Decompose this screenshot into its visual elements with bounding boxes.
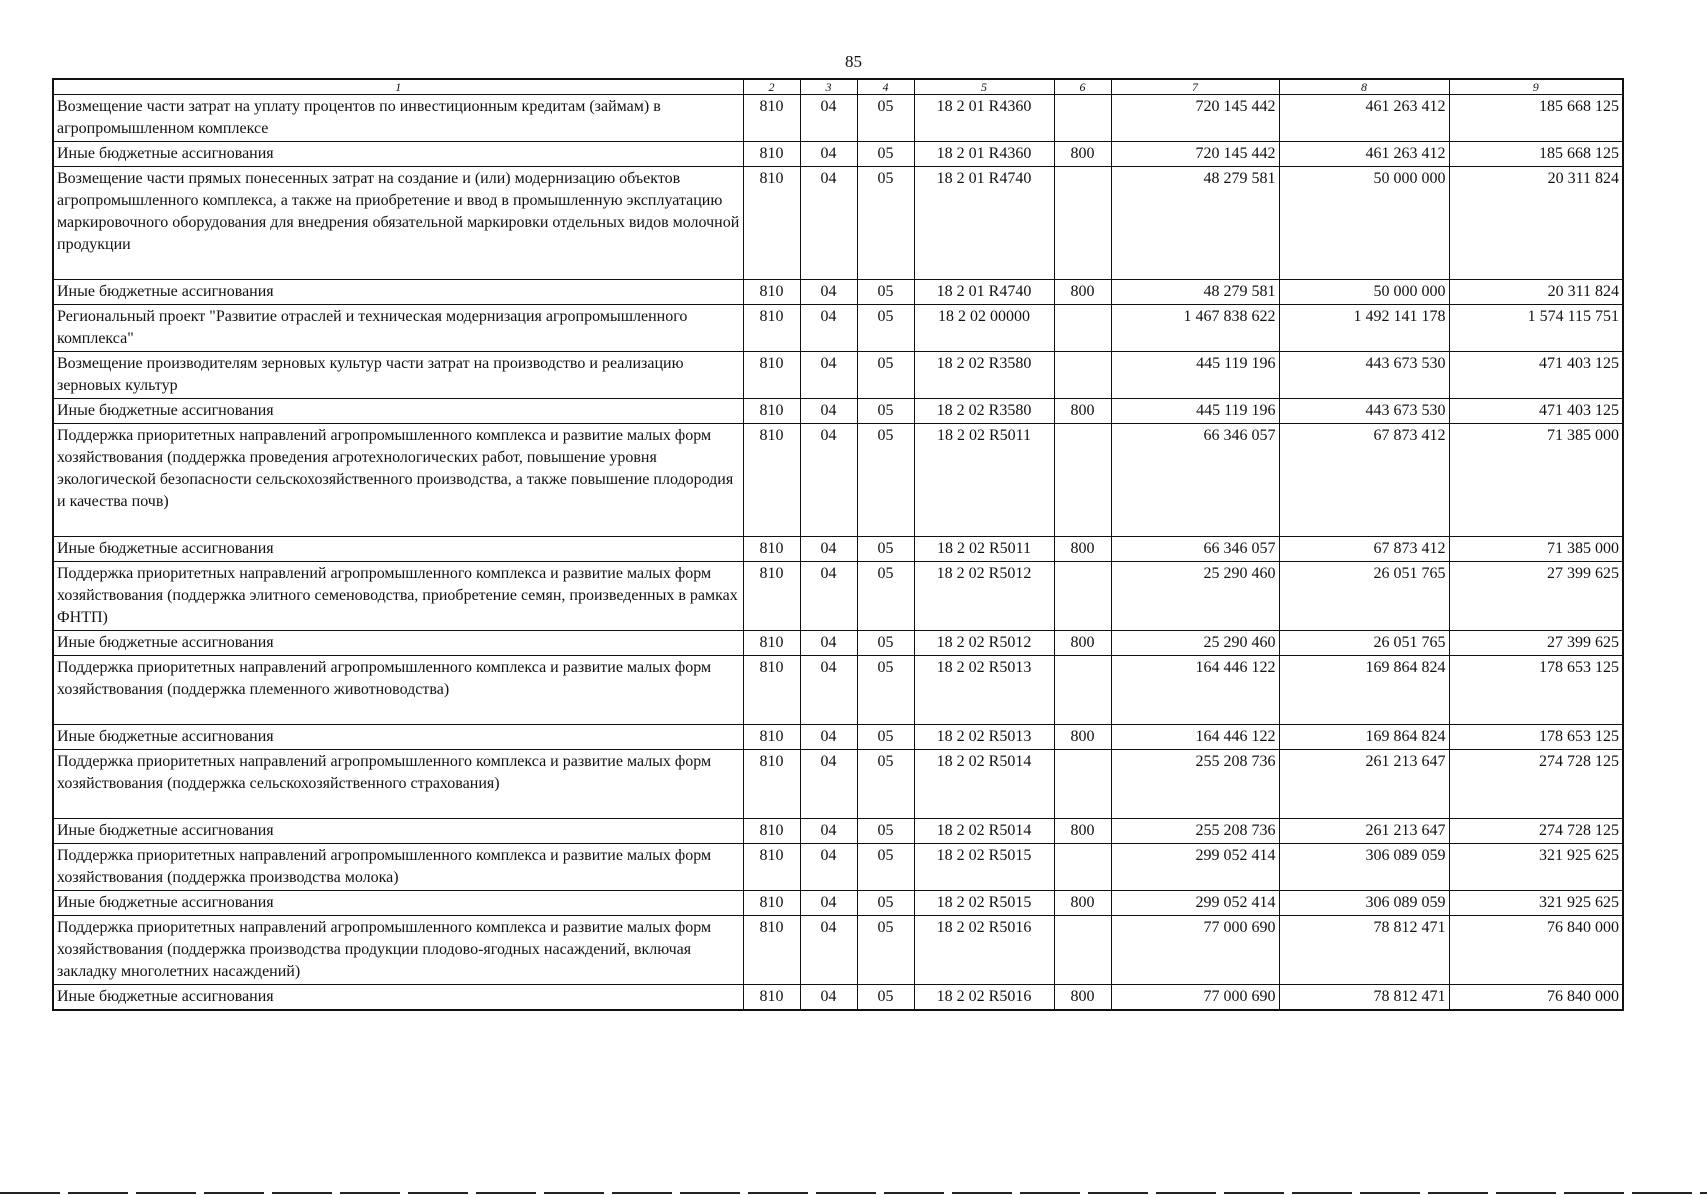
table-row bbox=[53, 167, 1623, 280]
table-row bbox=[53, 280, 1623, 305]
cell-code-4: 05 bbox=[857, 305, 914, 352]
page-number: 85 bbox=[845, 52, 862, 71]
cell-amount-8: 26 051 765 bbox=[1279, 631, 1449, 656]
cell-code-2: 810 bbox=[743, 142, 800, 167]
cell-amount-8: 306 089 059 bbox=[1279, 844, 1449, 891]
cell-code-6 bbox=[1054, 844, 1111, 891]
cell-code-3: 04 bbox=[800, 985, 857, 1011]
cell-code-6: 800 bbox=[1054, 399, 1111, 424]
cell-amount-7: 445 119 196 bbox=[1111, 399, 1279, 424]
cell-code-2: 810 bbox=[743, 819, 800, 844]
cell-code-3: 04 bbox=[800, 537, 857, 562]
table-row bbox=[53, 352, 1623, 399]
table-row bbox=[53, 916, 1623, 985]
cell-amount-9: 76 840 000 bbox=[1449, 985, 1623, 1011]
cell-code-3: 04 bbox=[800, 725, 857, 750]
cell-amount-9: 274 728 125 bbox=[1449, 750, 1623, 819]
cell-code-3: 04 bbox=[800, 167, 857, 280]
row-name: Возмещение производителям зерновых культур части затрат на производство и реализацию зерновых культур bbox=[53, 352, 743, 399]
cell-amount-7: 25 290 460 bbox=[1111, 631, 1279, 656]
table-row bbox=[53, 537, 1623, 562]
cell-amount-8: 461 263 412 bbox=[1279, 95, 1449, 142]
cell-code-2: 810 bbox=[743, 424, 800, 537]
cell-code-3: 04 bbox=[800, 399, 857, 424]
cell-code-5: 18 2 02 R5012 bbox=[914, 562, 1054, 631]
cell-code-5: 18 2 02 R3580 bbox=[914, 399, 1054, 424]
column-header: 5 bbox=[914, 79, 1054, 95]
row-name: Поддержка приоритетных направлений агропромышленного комплекса и развитие малых форм хозяйствования (поддержка элитного семеноводства, приобретение семян, произведенных в рамках ФНТП) bbox=[53, 562, 743, 631]
cell-code-5: 18 2 02 R5014 bbox=[914, 750, 1054, 819]
cell-amount-9: 321 925 625 bbox=[1449, 844, 1623, 891]
cell-code-3: 04 bbox=[800, 352, 857, 399]
cell-code-6 bbox=[1054, 916, 1111, 985]
cell-amount-8: 50 000 000 bbox=[1279, 280, 1449, 305]
column-header: 7 bbox=[1111, 79, 1279, 95]
cell-code-5: 18 2 02 R5015 bbox=[914, 891, 1054, 916]
cell-code-5: 18 2 02 R5012 bbox=[914, 631, 1054, 656]
cell-code-6: 800 bbox=[1054, 725, 1111, 750]
cell-amount-9: 20 311 824 bbox=[1449, 167, 1623, 280]
cell-code-2: 810 bbox=[743, 399, 800, 424]
cell-amount-7: 66 346 057 bbox=[1111, 537, 1279, 562]
cell-amount-9: 185 668 125 bbox=[1449, 142, 1623, 167]
cell-code-5: 18 2 02 R5013 bbox=[914, 656, 1054, 725]
cell-amount-9: 185 668 125 bbox=[1449, 95, 1623, 142]
column-header: 1 bbox=[53, 79, 743, 95]
cell-code-2: 810 bbox=[743, 352, 800, 399]
table-row bbox=[53, 562, 1623, 631]
cell-code-5: 18 2 01 R4740 bbox=[914, 280, 1054, 305]
cell-amount-7: 720 145 442 bbox=[1111, 95, 1279, 142]
row-name: Иные бюджетные ассигнования bbox=[53, 725, 743, 750]
cell-code-3: 04 bbox=[800, 631, 857, 656]
table-header bbox=[53, 79, 1623, 95]
cell-amount-8: 261 213 647 bbox=[1279, 819, 1449, 844]
scan-footer-line bbox=[0, 1192, 1707, 1194]
cell-amount-7: 66 346 057 bbox=[1111, 424, 1279, 537]
row-name: Возмещение части затрат на уплату процентов по инвестиционным кредитам (займам) в агропромышленном комплексе bbox=[53, 95, 743, 142]
cell-amount-7: 1 467 838 622 bbox=[1111, 305, 1279, 352]
cell-code-2: 810 bbox=[743, 656, 800, 725]
cell-code-6: 800 bbox=[1054, 819, 1111, 844]
cell-code-5: 18 2 01 R4360 bbox=[914, 95, 1054, 142]
table-row bbox=[53, 725, 1623, 750]
cell-amount-9: 274 728 125 bbox=[1449, 819, 1623, 844]
cell-code-4: 05 bbox=[857, 95, 914, 142]
row-name: Поддержка приоритетных направлений агропромышленного комплекса и развитие малых форм хозяйствования (поддержка производства продукции плодово-ягодных насаждений, включая закладку многолетних насаждений) bbox=[53, 916, 743, 985]
cell-amount-7: 255 208 736 bbox=[1111, 819, 1279, 844]
cell-code-6 bbox=[1054, 656, 1111, 725]
cell-code-2: 810 bbox=[743, 305, 800, 352]
cell-code-6 bbox=[1054, 352, 1111, 399]
cell-amount-7: 164 446 122 bbox=[1111, 656, 1279, 725]
cell-code-5: 18 2 02 R5013 bbox=[914, 725, 1054, 750]
cell-code-4: 05 bbox=[857, 537, 914, 562]
cell-amount-9: 27 399 625 bbox=[1449, 562, 1623, 631]
column-numbers-row bbox=[53, 79, 1623, 95]
cell-code-3: 04 bbox=[800, 95, 857, 142]
row-name: Иные бюджетные ассигнования bbox=[53, 280, 743, 305]
row-name: Поддержка приоритетных направлений агропромышленного комплекса и развитие малых форм хозяйствования (поддержка племенного животноводства) bbox=[53, 656, 743, 725]
cell-amount-8: 1 492 141 178 bbox=[1279, 305, 1449, 352]
row-name: Иные бюджетные ассигнования bbox=[53, 537, 743, 562]
row-name: Иные бюджетные ассигнования bbox=[53, 631, 743, 656]
cell-code-5: 18 2 02 R5011 bbox=[914, 424, 1054, 537]
cell-amount-9: 471 403 125 bbox=[1449, 399, 1623, 424]
cell-code-5: 18 2 02 R5016 bbox=[914, 985, 1054, 1011]
cell-code-6 bbox=[1054, 95, 1111, 142]
table-row bbox=[53, 844, 1623, 891]
cell-amount-8: 78 812 471 bbox=[1279, 985, 1449, 1011]
cell-amount-9: 71 385 000 bbox=[1449, 537, 1623, 562]
cell-code-2: 810 bbox=[743, 985, 800, 1011]
row-name: Иные бюджетные ассигнования bbox=[53, 985, 743, 1011]
cell-code-5: 18 2 02 R3580 bbox=[914, 352, 1054, 399]
cell-code-3: 04 bbox=[800, 750, 857, 819]
cell-amount-7: 77 000 690 bbox=[1111, 916, 1279, 985]
table-row bbox=[53, 95, 1623, 142]
cell-code-3: 04 bbox=[800, 280, 857, 305]
column-header: 8 bbox=[1279, 79, 1449, 95]
cell-code-5: 18 2 01 R4740 bbox=[914, 167, 1054, 280]
column-header: 2 bbox=[743, 79, 800, 95]
cell-code-6 bbox=[1054, 424, 1111, 537]
cell-amount-8: 461 263 412 bbox=[1279, 142, 1449, 167]
cell-code-3: 04 bbox=[800, 844, 857, 891]
cell-code-2: 810 bbox=[743, 95, 800, 142]
cell-code-6: 800 bbox=[1054, 142, 1111, 167]
cell-amount-8: 26 051 765 bbox=[1279, 562, 1449, 631]
cell-code-4: 05 bbox=[857, 819, 914, 844]
table-row bbox=[53, 399, 1623, 424]
table-row bbox=[53, 891, 1623, 916]
cell-code-3: 04 bbox=[800, 819, 857, 844]
cell-code-6: 800 bbox=[1054, 631, 1111, 656]
cell-code-4: 05 bbox=[857, 352, 914, 399]
table-row bbox=[53, 424, 1623, 537]
cell-code-6 bbox=[1054, 562, 1111, 631]
table-row bbox=[53, 819, 1623, 844]
cell-amount-7: 48 279 581 bbox=[1111, 167, 1279, 280]
cell-code-2: 810 bbox=[743, 167, 800, 280]
cell-code-4: 05 bbox=[857, 985, 914, 1011]
cell-code-4: 05 bbox=[857, 844, 914, 891]
cell-code-6 bbox=[1054, 305, 1111, 352]
cell-code-4: 05 bbox=[857, 167, 914, 280]
column-header: 4 bbox=[857, 79, 914, 95]
cell-amount-7: 255 208 736 bbox=[1111, 750, 1279, 819]
cell-amount-7: 299 052 414 bbox=[1111, 891, 1279, 916]
cell-amount-7: 445 119 196 bbox=[1111, 352, 1279, 399]
cell-amount-8: 50 000 000 bbox=[1279, 167, 1449, 280]
cell-amount-8: 306 089 059 bbox=[1279, 891, 1449, 916]
column-header: 9 bbox=[1449, 79, 1623, 95]
row-name: Иные бюджетные ассигнования bbox=[53, 142, 743, 167]
cell-amount-9: 1 574 115 751 bbox=[1449, 305, 1623, 352]
table-row bbox=[53, 750, 1623, 819]
table-row bbox=[53, 985, 1623, 1011]
cell-code-4: 05 bbox=[857, 424, 914, 537]
cell-amount-9: 76 840 000 bbox=[1449, 916, 1623, 985]
cell-amount-8: 169 864 824 bbox=[1279, 656, 1449, 725]
cell-code-4: 05 bbox=[857, 280, 914, 305]
cell-amount-7: 720 145 442 bbox=[1111, 142, 1279, 167]
cell-code-6 bbox=[1054, 750, 1111, 819]
cell-code-2: 810 bbox=[743, 725, 800, 750]
cell-code-4: 05 bbox=[857, 562, 914, 631]
cell-code-2: 810 bbox=[743, 537, 800, 562]
cell-code-4: 05 bbox=[857, 891, 914, 916]
cell-code-2: 810 bbox=[743, 562, 800, 631]
row-name: Возмещение части прямых понесенных затрат на создание и (или) модернизацию объектов агропромышленного комплекса, а также на приобретение и ввод в промышленную эксплуатацию маркировочного оборудования для внедрения обязательной маркировки отдельных видов молочной продукции bbox=[53, 167, 743, 280]
column-header: 3 bbox=[800, 79, 857, 95]
cell-code-6 bbox=[1054, 167, 1111, 280]
cell-code-2: 810 bbox=[743, 280, 800, 305]
cell-amount-7: 77 000 690 bbox=[1111, 985, 1279, 1011]
cell-amount-8: 67 873 412 bbox=[1279, 537, 1449, 562]
cell-code-5: 18 2 02 00000 bbox=[914, 305, 1054, 352]
cell-code-2: 810 bbox=[743, 631, 800, 656]
cell-code-3: 04 bbox=[800, 305, 857, 352]
row-name: Поддержка приоритетных направлений агропромышленного комплекса и развитие малых форм хозяйствования (поддержка проведения агротехнологических работ, повышение уровня экологической безопасности сельскохозяйственного производства, а также повышение плодородия и качества почв) bbox=[53, 424, 743, 537]
cell-amount-7: 164 446 122 bbox=[1111, 725, 1279, 750]
cell-code-6: 800 bbox=[1054, 537, 1111, 562]
cell-code-4: 05 bbox=[857, 725, 914, 750]
cell-code-2: 810 bbox=[743, 750, 800, 819]
cell-amount-9: 27 399 625 bbox=[1449, 631, 1623, 656]
cell-code-4: 05 bbox=[857, 631, 914, 656]
cell-amount-9: 178 653 125 bbox=[1449, 656, 1623, 725]
table-row bbox=[53, 142, 1623, 167]
row-name: Иные бюджетные ассигнования bbox=[53, 399, 743, 424]
cell-amount-8: 261 213 647 bbox=[1279, 750, 1449, 819]
cell-amount-9: 321 925 625 bbox=[1449, 891, 1623, 916]
cell-code-6: 800 bbox=[1054, 891, 1111, 916]
table-row bbox=[53, 656, 1623, 725]
cell-code-4: 05 bbox=[857, 656, 914, 725]
cell-amount-9: 20 311 824 bbox=[1449, 280, 1623, 305]
row-name: Поддержка приоритетных направлений агропромышленного комплекса и развитие малых форм хозяйствования (поддержка сельскохозяйственного страхования) bbox=[53, 750, 743, 819]
cell-amount-8: 443 673 530 bbox=[1279, 399, 1449, 424]
cell-code-3: 04 bbox=[800, 562, 857, 631]
cell-code-4: 05 bbox=[857, 399, 914, 424]
cell-code-4: 05 bbox=[857, 916, 914, 985]
cell-code-2: 810 bbox=[743, 844, 800, 891]
row-name: Иные бюджетные ассигнования bbox=[53, 891, 743, 916]
cell-code-5: 18 2 02 R5011 bbox=[914, 537, 1054, 562]
row-name: Региональный проект "Развитие отраслей и техническая модернизация агропромышленного комплекса" bbox=[53, 305, 743, 352]
cell-code-3: 04 bbox=[800, 142, 857, 167]
cell-code-3: 04 bbox=[800, 656, 857, 725]
cell-amount-9: 71 385 000 bbox=[1449, 424, 1623, 537]
cell-code-3: 04 bbox=[800, 424, 857, 537]
cell-code-2: 810 bbox=[743, 916, 800, 985]
budget-table bbox=[52, 78, 1624, 1011]
cell-code-2: 810 bbox=[743, 891, 800, 916]
cell-amount-7: 48 279 581 bbox=[1111, 280, 1279, 305]
table-row bbox=[53, 631, 1623, 656]
cell-code-6: 800 bbox=[1054, 985, 1111, 1011]
cell-code-5: 18 2 02 R5016 bbox=[914, 916, 1054, 985]
row-name: Поддержка приоритетных направлений агропромышленного комплекса и развитие малых форм хозяйствования (поддержка производства молока) bbox=[53, 844, 743, 891]
column-header: 6 bbox=[1054, 79, 1111, 95]
cell-code-6: 800 bbox=[1054, 280, 1111, 305]
cell-amount-8: 169 864 824 bbox=[1279, 725, 1449, 750]
row-name: Иные бюджетные ассигнования bbox=[53, 819, 743, 844]
cell-code-5: 18 2 02 R5015 bbox=[914, 844, 1054, 891]
cell-code-5: 18 2 01 R4360 bbox=[914, 142, 1054, 167]
cell-amount-7: 299 052 414 bbox=[1111, 844, 1279, 891]
cell-code-3: 04 bbox=[800, 916, 857, 985]
cell-code-5: 18 2 02 R5014 bbox=[914, 819, 1054, 844]
cell-amount-8: 78 812 471 bbox=[1279, 916, 1449, 985]
cell-amount-8: 443 673 530 bbox=[1279, 352, 1449, 399]
cell-amount-7: 25 290 460 bbox=[1111, 562, 1279, 631]
cell-amount-9: 178 653 125 bbox=[1449, 725, 1623, 750]
cell-code-4: 05 bbox=[857, 750, 914, 819]
table-row bbox=[53, 305, 1623, 352]
cell-amount-9: 471 403 125 bbox=[1449, 352, 1623, 399]
cell-code-4: 05 bbox=[857, 142, 914, 167]
cell-amount-8: 67 873 412 bbox=[1279, 424, 1449, 537]
cell-code-3: 04 bbox=[800, 891, 857, 916]
